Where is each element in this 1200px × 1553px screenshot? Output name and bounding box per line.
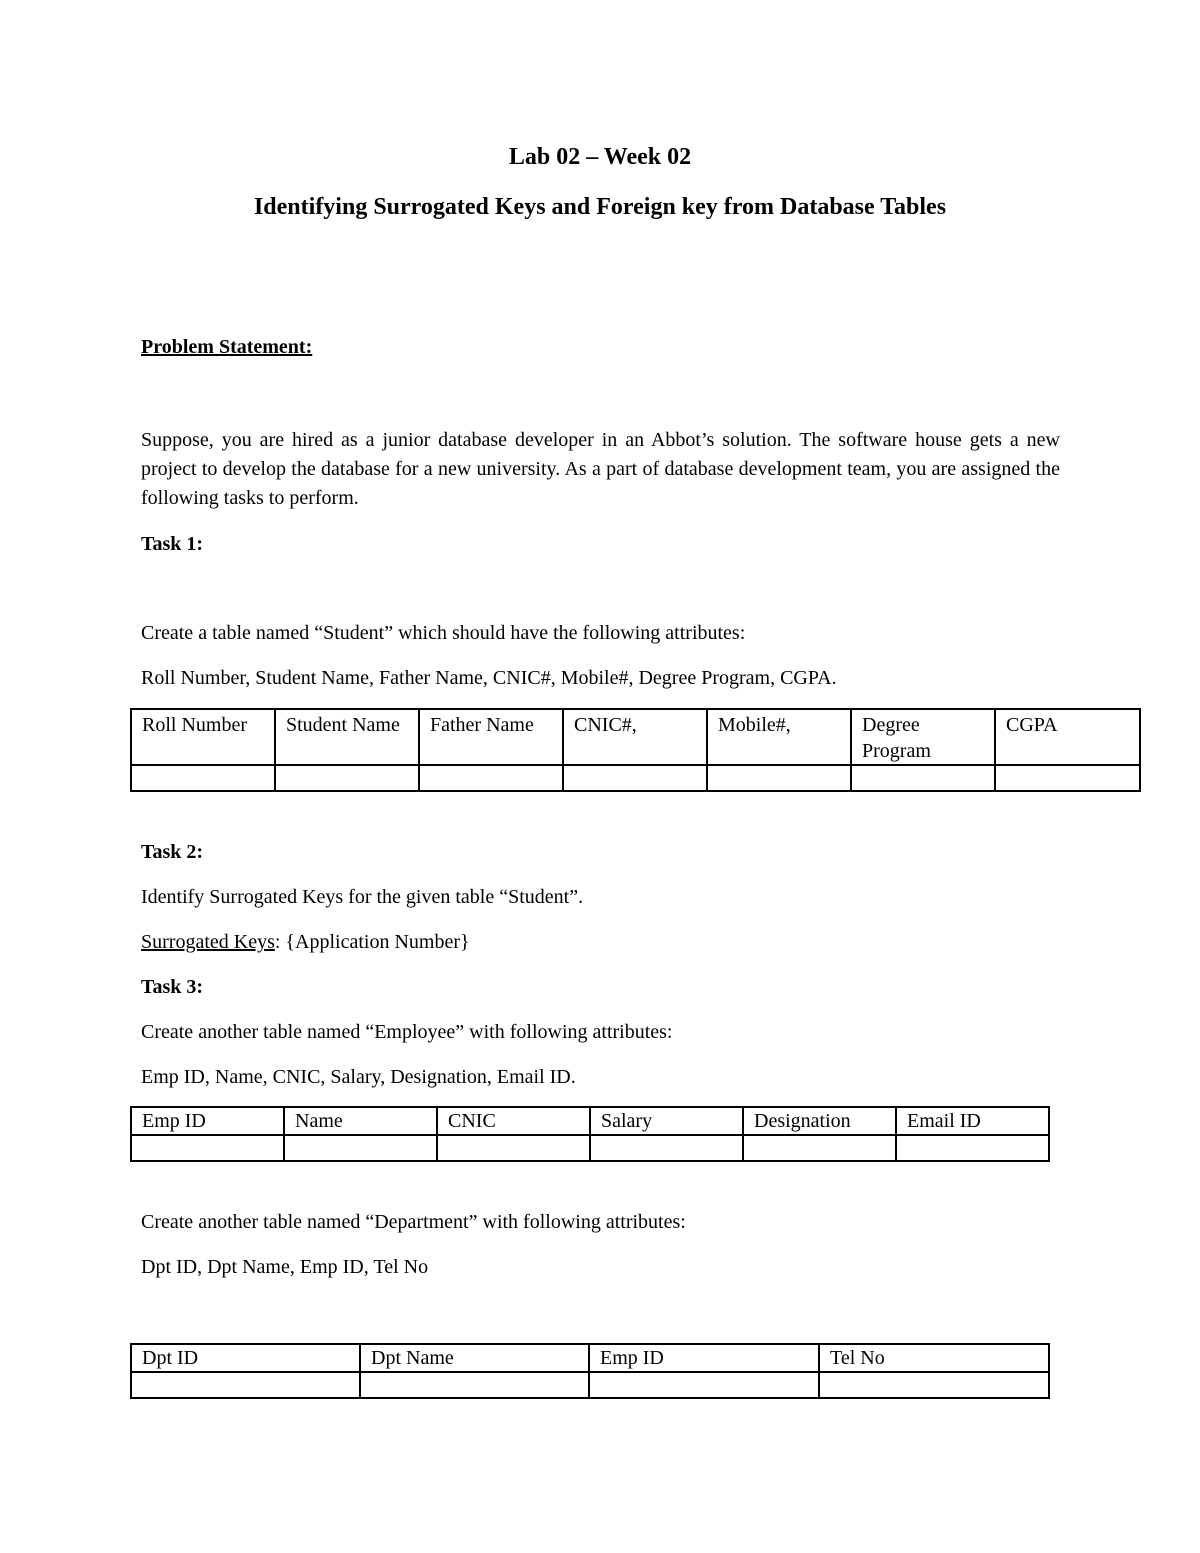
empty-cell — [131, 1372, 360, 1398]
student-header-cell: Student Name — [275, 709, 419, 765]
employee-table-empty-row — [131, 1135, 1049, 1161]
student-table-header-row — [131, 709, 1140, 765]
task1-heading: Task 1: — [141, 533, 204, 555]
surrogate-keys-label: Surrogated Keys — [141, 931, 275, 953]
employee-header-cell: Designation — [743, 1107, 896, 1135]
empty-cell — [284, 1135, 437, 1161]
department-attributes: Dpt ID, Dpt Name, Emp ID, Tel No — [141, 1256, 429, 1278]
empty-cell — [851, 765, 995, 791]
surrogate-keys-value: : {Application Number} — [274, 931, 470, 953]
employee-header-cell: CNIC — [437, 1107, 590, 1135]
student-header-cell: Mobile#, — [707, 709, 851, 765]
department-instruction: Create another table named “Department” with following attributes: — [141, 1211, 686, 1233]
student-header-cell: Degree Program — [851, 709, 995, 765]
empty-cell — [437, 1135, 590, 1161]
department-table — [130, 1343, 1050, 1399]
department-header-cell: Emp ID — [589, 1344, 819, 1372]
empty-cell — [419, 765, 563, 791]
document-title: Lab 02 – Week 02 — [508, 144, 692, 170]
department-header-cell: Dpt ID — [131, 1344, 360, 1372]
task2-instruction: Identify Surrogated Keys for the given table “Student”. — [141, 886, 584, 908]
student-header-cell: Roll Number — [131, 709, 275, 765]
empty-cell — [995, 765, 1140, 791]
empty-cell — [589, 1372, 819, 1398]
empty-cell — [743, 1135, 896, 1161]
task1-attributes: Roll Number, Student Name, Father Name, CNIC#, Mobile#, Degree Program, CGPA. — [141, 667, 837, 689]
task1-instruction: Create a table named “Student” which should have the following attributes: — [141, 622, 746, 644]
student-header-cell: Father Name — [419, 709, 563, 765]
task3-heading: Task 3: — [141, 976, 204, 998]
department-header-cell: Dpt Name — [360, 1344, 589, 1372]
student-table-empty-row — [131, 765, 1140, 791]
empty-cell — [896, 1135, 1049, 1161]
department-table-empty-row — [131, 1372, 1049, 1398]
employee-attributes: Emp ID, Name, CNIC, Salary, Designation, Email ID. — [141, 1066, 576, 1088]
task2-heading: Task 2: — [141, 841, 204, 863]
department-table-header-row — [131, 1344, 1049, 1372]
document-subtitle: Identifying Surrogated Keys and Foreign key from Database Tables — [253, 194, 947, 220]
empty-cell — [131, 765, 275, 791]
employee-instruction: Create another table named “Employee” with following attributes: — [141, 1021, 673, 1043]
employee-header-cell: Email ID — [896, 1107, 1049, 1135]
employee-table-header-row — [131, 1107, 1049, 1135]
department-header-cell: Tel No — [819, 1344, 1049, 1372]
employee-table — [130, 1106, 1050, 1162]
empty-cell — [563, 765, 707, 791]
employee-header-cell: Name — [284, 1107, 437, 1135]
student-header-cell: CGPA — [995, 709, 1140, 765]
empty-cell — [590, 1135, 743, 1161]
surrogate-keys-line — [141, 928, 470, 956]
problem-statement-heading: Problem Statement: — [141, 336, 313, 358]
empty-cell — [707, 765, 851, 791]
empty-cell — [360, 1372, 589, 1398]
empty-cell — [275, 765, 419, 791]
student-table — [130, 708, 1141, 792]
employee-header-cell: Emp ID — [131, 1107, 284, 1135]
problem-statement-text: Suppose, you are hired as a junior database developer in an Abbot’s solution. The software house gets a new project to develop the database for a new university. As a part of database development team, you are assigned the following tasks to perform. — [141, 429, 1060, 509]
student-header-cell: CNIC#, — [563, 709, 707, 765]
empty-cell — [819, 1372, 1049, 1398]
employee-header-cell: Salary — [590, 1107, 743, 1135]
empty-cell — [131, 1135, 284, 1161]
